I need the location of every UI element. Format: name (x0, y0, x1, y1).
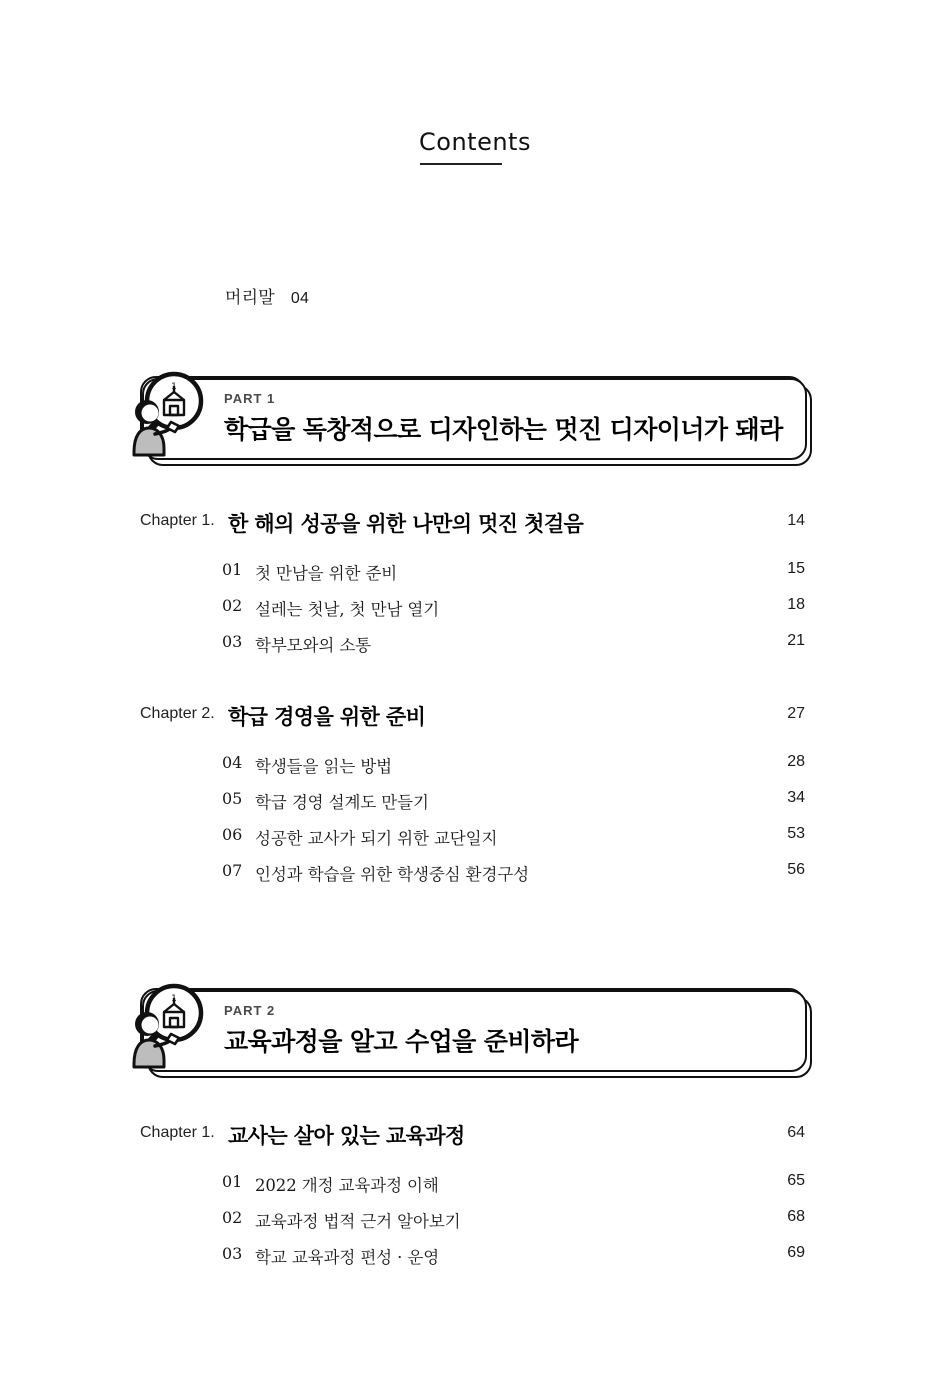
title-underline (420, 163, 502, 165)
section-row[interactable] (140, 753, 805, 779)
section-number: 01 (222, 560, 243, 579)
preface-entry (225, 283, 309, 308)
section-row[interactable] (140, 632, 805, 658)
chapter-number: Chapter 2. (140, 705, 215, 722)
teacher-with-magnifier-icon (117, 968, 232, 1083)
section-row[interactable] (140, 789, 805, 815)
chapter-page: 27 (787, 705, 805, 722)
chapter-row[interactable] (140, 1120, 805, 1150)
section-number: 02 (222, 596, 243, 615)
section-number: 05 (222, 789, 243, 808)
preface-label: 머리말 (225, 288, 275, 308)
section-page: 21 (787, 632, 805, 649)
badge-number: 1 (171, 382, 177, 392)
section-number: 02 (222, 1208, 243, 1227)
section-page: 28 (787, 753, 805, 770)
chapter-title: 한 해의 성공을 위한 나만의 멋진 첫걸음 (228, 512, 584, 536)
section-page: 65 (787, 1172, 805, 1189)
chapter-page: 14 (787, 512, 805, 529)
section-row[interactable] (140, 1244, 805, 1270)
part-title-1: 학급을 독창적으로 디자인하는 멋진 디자이너가 돼라 (224, 415, 783, 444)
chapter-title: 교사는 살아 있는 교육과정 (228, 1124, 465, 1148)
chapter-row[interactable] (140, 701, 805, 731)
section-title: 인성과 학습을 위한 학생중심 환경구성 (255, 865, 530, 884)
section-title: 학교 교육과정 편성 · 운영 (255, 1248, 440, 1267)
section-row[interactable] (140, 1172, 805, 1198)
chapter-page: 64 (787, 1124, 805, 1141)
section-title: 학급 경영 설계도 만들기 (255, 793, 429, 812)
preface-page: 04 (290, 290, 310, 307)
section-page: 68 (787, 1208, 805, 1225)
part-title-2: 교육과정을 알고 수업을 준비하라 (224, 1027, 579, 1056)
page-title: Contents (419, 128, 531, 156)
part-banner-2 (140, 988, 805, 1070)
chapter-number: Chapter 1. (140, 1124, 215, 1141)
section-row[interactable] (140, 825, 805, 851)
section-title: 교육과정 법적 근거 알아보기 (255, 1212, 461, 1231)
section-row[interactable] (140, 596, 805, 622)
section-number: 04 (222, 753, 243, 772)
chapter-row[interactable] (140, 508, 805, 538)
part-label-2: PART 2 (224, 1003, 276, 1018)
section-number: 03 (222, 632, 243, 651)
section-title: 설레는 첫날, 첫 만남 열기 (255, 600, 440, 619)
section-number: 07 (222, 861, 243, 880)
section-number: 06 (222, 825, 243, 844)
section-page: 15 (787, 560, 805, 577)
section-page: 18 (787, 596, 805, 613)
banner-inner (142, 378, 807, 460)
section-number: 01 (222, 1172, 243, 1191)
section-title: 2022 개정 교육과정 이해 (255, 1176, 439, 1195)
section-page: 69 (787, 1244, 805, 1261)
banner-inner (142, 990, 807, 1072)
section-page: 34 (787, 789, 805, 806)
chapter-title: 학급 경영을 위한 준비 (228, 705, 426, 729)
section-number: 03 (222, 1244, 243, 1263)
section-row[interactable] (140, 560, 805, 586)
section-title: 학생들을 읽는 방법 (255, 757, 393, 776)
part-label-1: PART 1 (224, 391, 276, 406)
teacher-with-magnifier-icon (117, 356, 232, 471)
section-title: 성공한 교사가 되기 위한 교단일지 (255, 829, 498, 848)
section-page: 53 (787, 825, 805, 842)
chapter-number: Chapter 1. (140, 512, 215, 529)
section-row[interactable] (140, 861, 805, 887)
section-row[interactable] (140, 1208, 805, 1234)
section-page: 56 (787, 861, 805, 878)
part-banner-1 (140, 376, 805, 458)
section-title: 첫 만남을 위한 준비 (255, 564, 398, 583)
section-title: 학부모와의 소통 (255, 636, 372, 655)
badge-number: 1 (171, 994, 177, 1004)
